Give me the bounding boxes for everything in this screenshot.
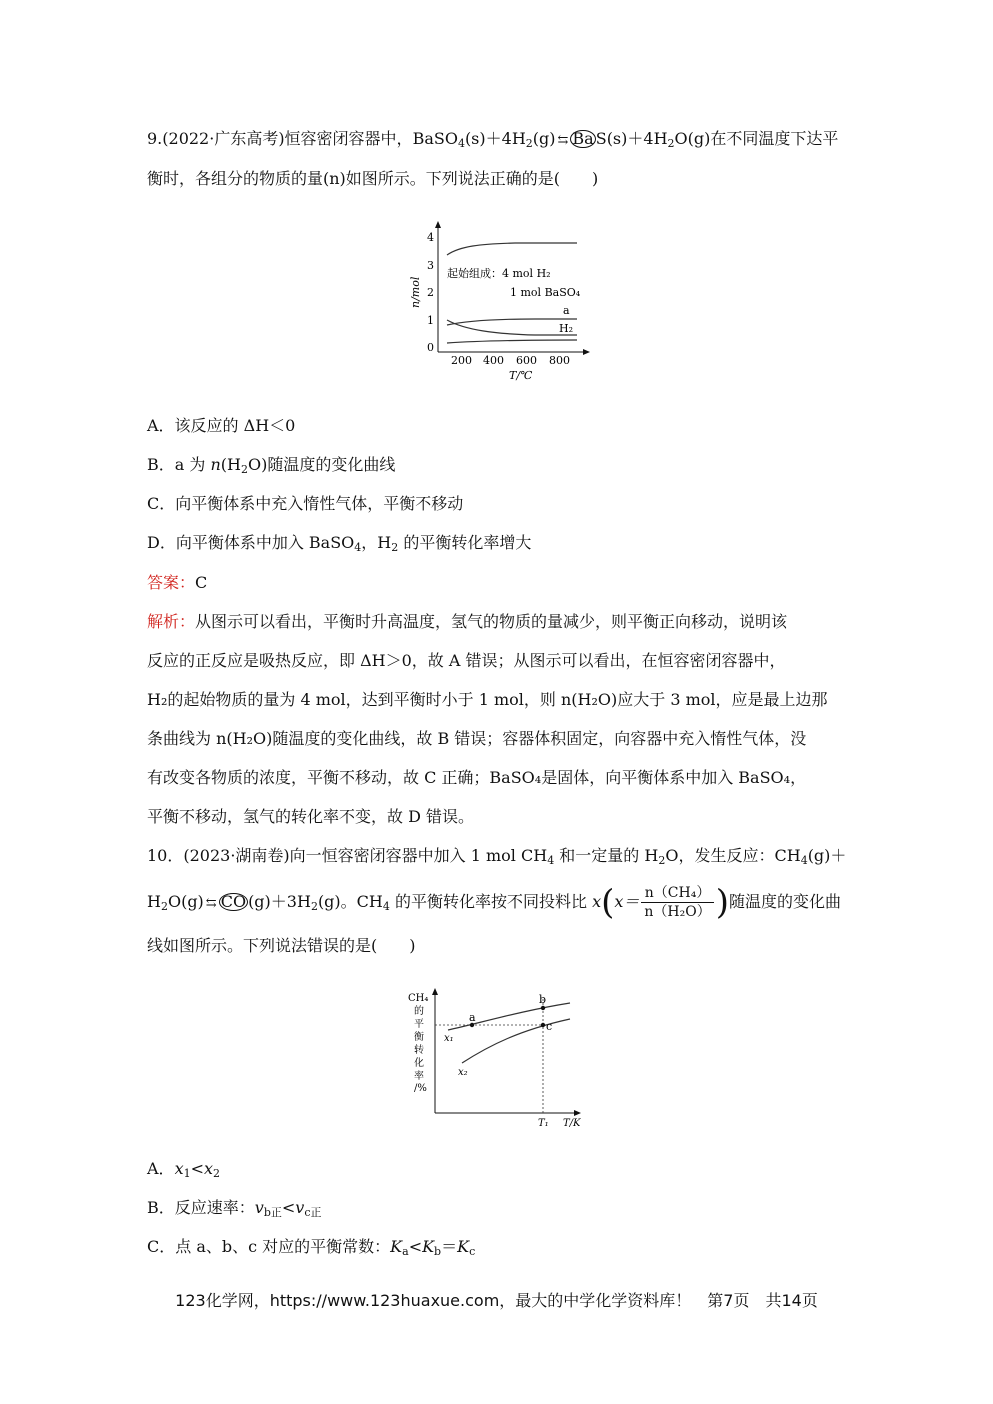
equilibrium-arrow-icon: ⇆ bbox=[205, 896, 217, 911]
q10-sub: 2 bbox=[213, 1167, 221, 1180]
analysis-label: 解析： bbox=[147, 612, 196, 631]
q10-var: v bbox=[295, 1198, 305, 1217]
q9-text: O(g)在不同温度下达平 bbox=[674, 129, 839, 148]
chart2-label-b: b bbox=[539, 993, 547, 1006]
answer-value: C bbox=[195, 573, 208, 592]
q9-text: (H bbox=[220, 455, 241, 474]
chart2-label-c: c bbox=[546, 1020, 553, 1033]
q9-sub: 4 bbox=[457, 137, 465, 150]
q10-var: K bbox=[422, 1237, 435, 1256]
q10-text: < bbox=[190, 1159, 204, 1178]
chart2-point-b bbox=[541, 1006, 545, 1010]
page-footer: 123化学网，https://www.123huaxue.com，最大的中学化学资料库！ 第7页 共14页 bbox=[175, 1291, 818, 1310]
q10-text: C．点 a、b、c 对应的平衡常数： bbox=[147, 1237, 391, 1256]
chart2-label-x2: x₂ bbox=[458, 1067, 468, 1078]
q9-option-d bbox=[147, 532, 531, 554]
q9-text: B．a 为 bbox=[147, 455, 211, 474]
q10-text: 和一定量的 H bbox=[554, 846, 659, 865]
chart1-ytick-3: 3 bbox=[427, 259, 434, 272]
chart2-point-c bbox=[541, 1023, 545, 1027]
q9-text: D．向平衡体系中加入 BaSO bbox=[147, 533, 355, 552]
q10-var: v bbox=[254, 1198, 264, 1217]
q10-sub: 4 bbox=[382, 900, 390, 913]
q9-text: (s)＋4H bbox=[464, 129, 526, 148]
q9-text: 9.(2022·广东高考)恒容密闭容器中， bbox=[147, 129, 413, 148]
q10-text: 随温度的变化曲 bbox=[728, 892, 841, 911]
chart1-xticks bbox=[451, 354, 570, 367]
chart2-xlabel: T/K bbox=[563, 1118, 581, 1129]
fraction-numerator: n（CH₄） bbox=[641, 884, 713, 903]
chart1-xtick-600: 600 bbox=[516, 354, 537, 367]
q10-text: O，发生反应：CH bbox=[665, 846, 801, 865]
chart1-label-h2: H₂ bbox=[559, 322, 574, 335]
q10-text: A． bbox=[147, 1159, 175, 1178]
paren-right: ) bbox=[715, 882, 729, 923]
circled-text: CO bbox=[220, 892, 247, 911]
q10-line-3: 线如图所示。下列说法错误的是( ) bbox=[147, 936, 416, 955]
q9-text: ，H bbox=[361, 533, 392, 552]
equilibrium-arrow-icon: ⇆ bbox=[557, 133, 569, 148]
chart2-x-arrow bbox=[574, 1110, 581, 1116]
chart-2 bbox=[400, 985, 595, 1133]
q9-answer bbox=[147, 572, 207, 594]
chart2-label-a: a bbox=[469, 1011, 476, 1024]
chart1-ytick-2: 2 bbox=[427, 286, 434, 299]
q9-line-1 bbox=[147, 128, 838, 152]
q10-var: x bbox=[174, 1159, 184, 1178]
q9-analysis-4: 条曲线为 n(H₂O)随温度的变化曲线，故 B 错误；容器体积固定，向容器中充入惰性气体，没 bbox=[147, 729, 807, 748]
q10-sub: a bbox=[402, 1245, 409, 1258]
fraction bbox=[641, 884, 713, 921]
chart2-ylabel-6: 率 bbox=[414, 1071, 424, 1082]
q10-var: K bbox=[390, 1237, 403, 1256]
q10-sub: 2 bbox=[658, 854, 666, 867]
q10-sub: b正 bbox=[263, 1206, 282, 1219]
q9-sub: 2 bbox=[241, 463, 248, 476]
chart-1 bbox=[405, 218, 595, 386]
fraction-denominator: n（H₂O） bbox=[644, 904, 711, 920]
q9-option-b bbox=[147, 454, 395, 476]
chart2-ylabel bbox=[408, 993, 428, 1094]
chart1-x-arrow bbox=[583, 349, 590, 355]
chart2-ylabel-4: 转 bbox=[414, 1045, 424, 1056]
chart1-xlabel: T/℃ bbox=[509, 369, 533, 382]
chart1-ytick-4: 4 bbox=[427, 231, 434, 244]
chart1-yticks bbox=[427, 231, 434, 354]
chart2-label-t1: T₁ bbox=[538, 1118, 549, 1129]
q10-text: < bbox=[281, 1198, 296, 1217]
chart1-curve-bas bbox=[447, 340, 577, 343]
chart2-label-x1: x₁ bbox=[444, 1033, 454, 1044]
chart1-ytick-0: 0 bbox=[427, 341, 434, 354]
chart2-ylabel-0: CH₄ bbox=[408, 993, 429, 1004]
q10-text: ＝ bbox=[441, 1237, 458, 1256]
q9-analysis-2: 反应的正反应是吸热反应，即 ΔH＞0，故 A 错误；从图示可以看出，在恒容密闭容器中， bbox=[147, 651, 786, 670]
q9-text: (s)＋4H bbox=[606, 129, 668, 148]
q10-var: x＝ bbox=[614, 892, 640, 911]
q10-text: 10．(2023·湖南卷)向一恒容密闭容器中加入 1 mol CH bbox=[147, 846, 548, 865]
chart1-curve-a bbox=[447, 319, 577, 325]
q10-option-a bbox=[147, 1158, 220, 1180]
q10-text: O(g) bbox=[167, 892, 204, 911]
q10-line-1 bbox=[147, 845, 846, 867]
q9-analysis-1 bbox=[147, 611, 787, 633]
q9-analysis-6: 平衡不移动，氢气的转化率不变，故 D 错误。 bbox=[147, 807, 475, 826]
q10-sub: c bbox=[469, 1245, 476, 1258]
paren-left: ( bbox=[601, 882, 615, 923]
q9-text: n bbox=[210, 455, 221, 474]
q10-sub: 2 bbox=[160, 900, 168, 913]
q10-text: < bbox=[408, 1237, 423, 1256]
q10-text: (g)。CH bbox=[317, 892, 383, 911]
chart2-ylabel-7: /% bbox=[414, 1083, 427, 1094]
chart2-curve-x2 bbox=[462, 1019, 570, 1063]
chart1-note-1: 起始组成：4 mol H₂ bbox=[447, 267, 551, 280]
chart1-label-a: a bbox=[563, 304, 570, 317]
q9-sub: 2 bbox=[391, 541, 399, 554]
q10-line-2 bbox=[147, 880, 841, 926]
q9-line-2: 衡时，各组分的物质的量(n)如图所示。下列说法正确的是( ) bbox=[147, 169, 599, 188]
q10-text: H bbox=[147, 892, 161, 911]
chart1-ytick-1: 1 bbox=[427, 314, 434, 327]
q10-sub: 2 bbox=[310, 900, 318, 913]
chart1-xtick-400: 400 bbox=[483, 354, 504, 367]
q10-var: x bbox=[592, 892, 602, 911]
q9-text: 的平衡转化率增大 bbox=[398, 533, 532, 552]
q9-analysis-5: 有改变各物质的浓度，平衡不移动，故 C 正确；BaSO₄是固体，向平衡体系中加入 BaSO₄， bbox=[147, 768, 807, 787]
q10-text: 的平衡转化率按不同投料比 bbox=[389, 892, 593, 911]
q10-sub: 4 bbox=[547, 854, 555, 867]
q9-text: BaSO bbox=[412, 129, 458, 148]
chart2-ylabel-5: 化 bbox=[414, 1058, 424, 1069]
chart1-xtick-800: 800 bbox=[549, 354, 570, 367]
chart1-curve-h2o bbox=[447, 243, 577, 255]
q10-text: (g)＋3H bbox=[248, 892, 311, 911]
q9-text: (g) bbox=[532, 129, 556, 148]
q9-option-c: C．向平衡体系中充入惰性气体，平衡不移动 bbox=[147, 494, 464, 513]
chart2-ylabel-3: 衡 bbox=[414, 1032, 424, 1043]
chart1-ylabel: n/mol bbox=[409, 276, 422, 308]
q10-sub: 4 bbox=[800, 854, 808, 867]
q9-analysis-3: H₂的起始物质的量为 4 mol，达到平衡时小于 1 mol，则 n(H₂O)应大于 3 mol，应是最上边那 bbox=[147, 690, 828, 709]
chart2-y-arrow bbox=[432, 988, 438, 995]
q9-option-a: A．该反应的 ΔH＜0 bbox=[147, 416, 296, 435]
analysis-text: 从图示可以看出，平衡时升高温度，氢气的物质的量减少，则平衡正向移动，说明该 bbox=[195, 612, 788, 631]
q9-sub: 2 bbox=[525, 137, 533, 150]
chart1-note-2: 1 mol BaSO₄ bbox=[510, 286, 581, 299]
chart2-ylabel-1: 的 bbox=[414, 1006, 424, 1017]
chart1-y-arrow bbox=[435, 221, 441, 228]
q9-sub: 4 bbox=[354, 541, 362, 554]
q10-option-c bbox=[147, 1236, 475, 1258]
q10-var: x bbox=[204, 1159, 214, 1178]
q9-text: O)随温度的变化曲线 bbox=[248, 455, 396, 474]
q9-sub: 2 bbox=[667, 137, 675, 150]
q10-sub: 1 bbox=[183, 1167, 191, 1180]
q10-option-b bbox=[147, 1197, 321, 1219]
q10-sub: b bbox=[434, 1245, 442, 1258]
chart1-xtick-200: 200 bbox=[451, 354, 472, 367]
circled-text: Ba bbox=[572, 129, 594, 148]
q10-text: B．反应速率： bbox=[147, 1198, 255, 1217]
answer-label: 答案： bbox=[147, 573, 196, 592]
chart2-ylabel-2: 平 bbox=[414, 1019, 424, 1030]
q9-text: S bbox=[595, 129, 607, 148]
q10-text: (g)＋ bbox=[807, 846, 847, 865]
q10-var: K bbox=[457, 1237, 470, 1256]
q10-sub: c正 bbox=[304, 1206, 322, 1219]
